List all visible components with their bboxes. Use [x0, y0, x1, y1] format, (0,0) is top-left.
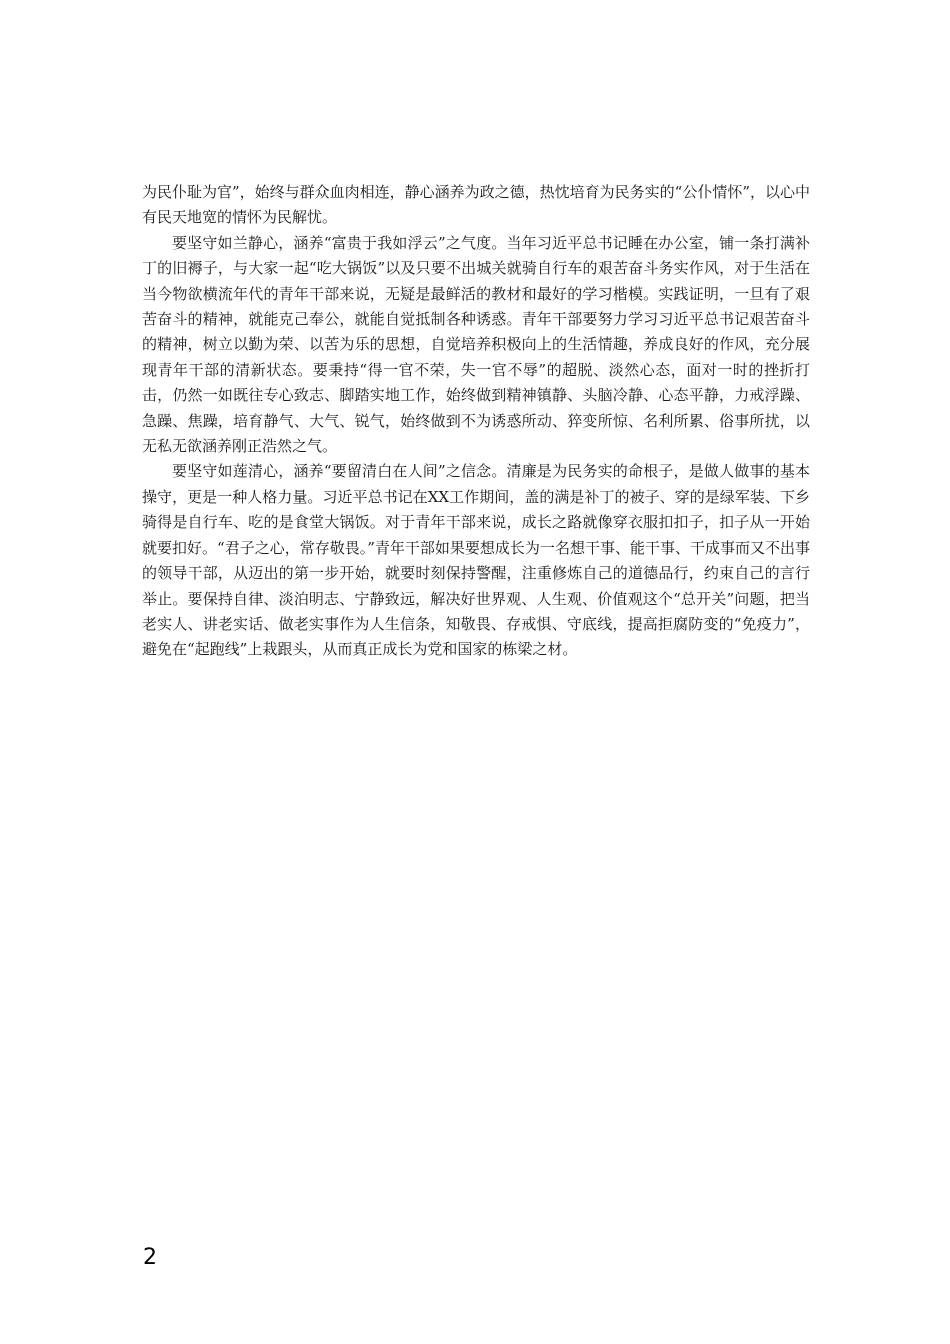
paragraph-lotus: 要坚守如莲清心，涵养“要留清白在人间”之信念。清廉是为民务实的命根子，是做人做事的基本操守，更是一种人格力量。习近平总书记在XX工作期间，盖的满是补丁的被子、穿的是绿军装、下乡骑得是自行车、吃的是食堂大锅饭。对于青年干部来说，成长之路就像穿衣服扣扣子，扣子从一开始就要扣好。“君子之心，常存敬畏。”青年干部如果要想成长为一名想干事、能干事、干成事而又不出事的领导干部，从迈出的第一步开始，就要时刻保持警醒，注重修炼自己的道德品行，约束自己的言行举止。要保持自律、淡泊明志、宁静致远，解决好世界观、人生观、价值观这个“总开关”问题，把当老实人、讲老实话、做老实事作为人生信条，知敬畏、存戒惧、守底线，提高拒腐防变的“免疫力”，避免在“起跑线”上栽跟头，从而真正成长为党和国家的栋梁之材。 — [142, 462, 810, 659]
paragraph-orchid: 要坚守如兰静心，涵养“富贵于我如浮云”之气度。当年习近平总书记睡在办公室，铺一条打满补丁的旧褥子，与大家一起“吃大锅饭”以及只要不出城关就骑自行车的艰苦奋斗务实作风，对于生活在当今物欲横流年代的青年干部来说，无疑是最鲜活的教材和最好的学习楷模。实践证明，一旦有了艰苦奋斗的精神，就能克己奉公，就能自觉抵制各种诱惑。青年干部要努力学习习近平总书记艰苦奋斗的精神，树立以勤为荣、以苦为乐的思想，自觉培养积极向上的生活情趣，养成良好的作风，充分展现青年干部的清新状态。要秉持“得一官不荣，失一官不辱”的超脱、淡然心态，面对一时的挫折打击，仍然一如既往专心致志、脚踏实地工作，始终做到精神镇静、头脑冷静、心态平静，力戒浮躁、急躁、焦躁，培育静气、大气、锐气，始终做到不为诱惑所动、猝变所惊、名利所累、俗事所扰，以无私无欲涵养刚正浩然之气。 — [142, 233, 810, 456]
page-number: 2 — [143, 1245, 157, 1270]
document-body — [142, 180, 810, 663]
paragraph-continuation: 为民仆耻为官”，始终与群众血肉相连，静心涵养为政之德，热忱培育为民务实的“公仆情怀”，以心中有民天地宽的情怀为民解忧。 — [142, 183, 811, 227]
